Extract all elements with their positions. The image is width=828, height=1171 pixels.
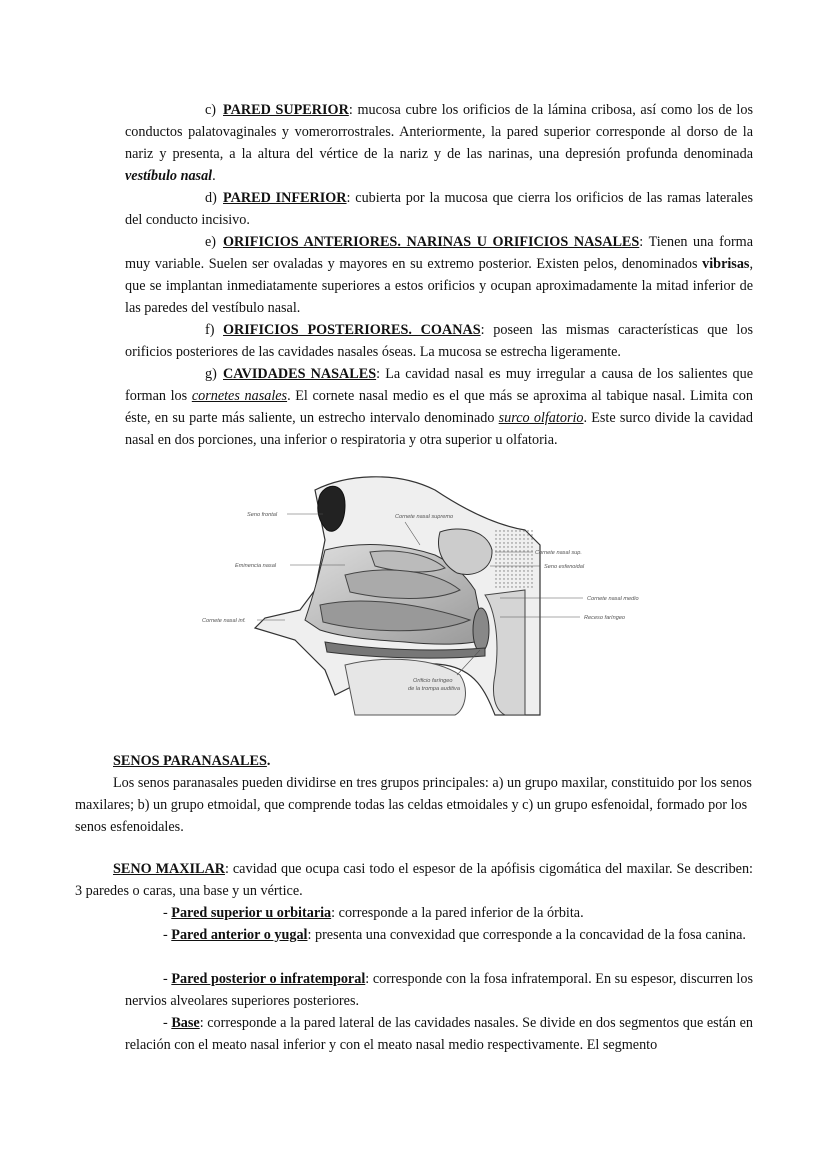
dash: - xyxy=(163,971,172,987)
term-vestibulo-nasal: vestíbulo nasal xyxy=(125,168,213,184)
heading-pared-anterior-yugal: Pared anterior o yugal xyxy=(171,927,308,943)
list-item-pared-posterior xyxy=(125,968,753,1012)
term-cornetes-nasales: cornetes nasales xyxy=(191,388,288,404)
heading-seno-maxilar: SENO MAXILAR xyxy=(113,861,225,877)
dash: - xyxy=(163,927,172,943)
list-item-base xyxy=(125,1012,753,1056)
text-orificios-anteriores-cont: , que se implantan inmediatamente superiores a estos orificios y ocupan aproximadamente la mitad inferior de las paredes del vestíbulo nasal. xyxy=(125,256,753,316)
text-pared-superior-orbitaria: : corresponde a la pared inferior de la órbita. xyxy=(331,905,584,921)
text-seno-maxilar: : cavidad que ocupa casi todo el espesor de la apófisis cigomática del maxilar. Se describen: 3 paredes o caras, una base y un vértice. xyxy=(75,861,753,899)
item-letter: c) xyxy=(205,102,217,118)
paragraph-orificios-anteriores xyxy=(125,231,753,319)
item-letter: d) xyxy=(205,190,217,206)
label-cornete-supremo: Cornete nasal supremo xyxy=(395,514,454,520)
period: . xyxy=(212,168,216,184)
paragraph-senos-paranasales: Los senos paranasales pueden dividirse en tres grupos principales: a) un grupo maxilar, constituido por los senos maxilares; b) un grupo etmoidal, que comprende todas las celdas etmoidales y c) un grupo esfenoidal, formado por los senos esfenoidales. xyxy=(75,775,752,835)
heading-pared-inferior: PARED INFERIOR xyxy=(223,190,347,206)
label-eminencia-nasal: Eminencia nasal xyxy=(235,563,277,569)
heading-cavidades-nasales: CAVIDADES NASALES xyxy=(223,366,377,382)
text-pared-inferior: : cubierta por la mucosa que cierra los orificios de las ramas laterales del conducto incisivo. xyxy=(125,190,753,228)
text-orificios-posteriores: : poseen las mismas características que los orificios posteriores de las cavidades nasales óseas. La mucosa se estrecha ligeramente. xyxy=(125,322,753,360)
heading-orificios-anteriores: ORIFICIOS ANTERIORES. NARINAS U ORIFICIOS NASALES xyxy=(223,234,640,250)
list-item-pared-anterior xyxy=(125,924,753,946)
heading-base: Base xyxy=(171,1015,200,1031)
text-cavidades-nasales-end: . Este surco divide la cavidad nasal en dos porciones, una inferior o respiratoria y otra superior u olfatoria. xyxy=(125,410,753,448)
dash: - xyxy=(163,1015,172,1031)
paragraph-pared-superior xyxy=(125,99,753,187)
text-pared-posterior-infratemporal: : corresponde con la fosa infratemporal. En su espesor, discurren los nervios alveolares superiores posteriores. xyxy=(125,971,753,1009)
nasal-cavity-figure xyxy=(195,470,665,720)
item-letter: e) xyxy=(205,234,217,250)
paragraph-pared-inferior xyxy=(125,187,753,231)
label-cornete-sup: Cornete nasal sup. xyxy=(535,550,582,556)
label-seno-esfenoidal: Seno esfenoidal xyxy=(544,564,585,570)
term-vibrisas: vibrisas xyxy=(702,256,750,272)
bone-texture xyxy=(493,530,533,590)
text-cavidades-nasales: : La cavidad nasal es muy irregular a causa de los salientes que forman los xyxy=(125,366,753,404)
text-pared-anterior-yugal: : presenta una convexidad que corresponde a la concavidad de la fosa canina. xyxy=(307,927,746,943)
term-surco-olfatorio: surco olfatorio xyxy=(498,410,584,426)
heading-senos-paranasales-line xyxy=(113,750,753,772)
dash: - xyxy=(163,905,172,921)
tubal-opening xyxy=(473,608,489,652)
heading-orificios-posteriores: ORIFICIOS POSTERIORES. COANAS xyxy=(223,322,481,338)
paragraph-orificios-posteriores xyxy=(125,319,753,363)
item-letter: f) xyxy=(205,322,215,338)
text-cavidades-nasales-cont: . El cornete nasal medio es el que más se aproxima al tabique nasal. Limita con éste, en su parte más saliente, un estrecho intervalo denominado xyxy=(125,388,753,426)
label-seno-frontal: Seno frontal xyxy=(247,512,278,518)
label-receso-faringeo: Receso faríngeo xyxy=(584,615,626,621)
paragraph-cavidades-nasales xyxy=(125,363,753,451)
label-orificio-1: Orificio faríngeo xyxy=(413,678,453,684)
text-base: : corresponde a la pared lateral de las cavidades nasales. Se divide en dos segmentos que están en relación con el meato nasal inferior y con el meato nasal medio respectivamente. El segmento xyxy=(125,1015,753,1053)
heading-pared-superior: PARED SUPERIOR xyxy=(223,102,349,118)
heading-pared-posterior-infratemporal: Pared posterior o infratemporal xyxy=(171,971,366,987)
list-item-pared-superior xyxy=(125,902,753,924)
paragraph-seno-maxilar xyxy=(75,858,753,902)
heading-period: . xyxy=(266,753,271,769)
text-pared-superior: : mucosa cubre los orificios de la lámina cribosa, así como los de los conductos palatovaginales y vomerorrostrales. Anteriormente, la pared superior corresponde al dorso de la nariz y presenta, a la altura del vértice de la nariz y de las narinas, una depresión profunda denominada xyxy=(125,102,753,162)
text-orificios-anteriores: : Tienen una forma muy variable. Suelen ser ovaladas y mayores en su extremo posterior. Existen pelos, denominados xyxy=(125,234,754,272)
item-letter: g) xyxy=(205,366,217,382)
label-orificio-2: de la trompa auditiva xyxy=(408,686,460,692)
heading-pared-superior-orbitaria: Pared superior u orbitaria xyxy=(171,905,332,921)
label-cornete-medio: Cornete nasal medio xyxy=(587,596,639,602)
heading-senos-paranasales: SENOS PARANASALES xyxy=(113,753,267,769)
label-cornete-inf: Cornete nasal inf. xyxy=(202,618,246,624)
